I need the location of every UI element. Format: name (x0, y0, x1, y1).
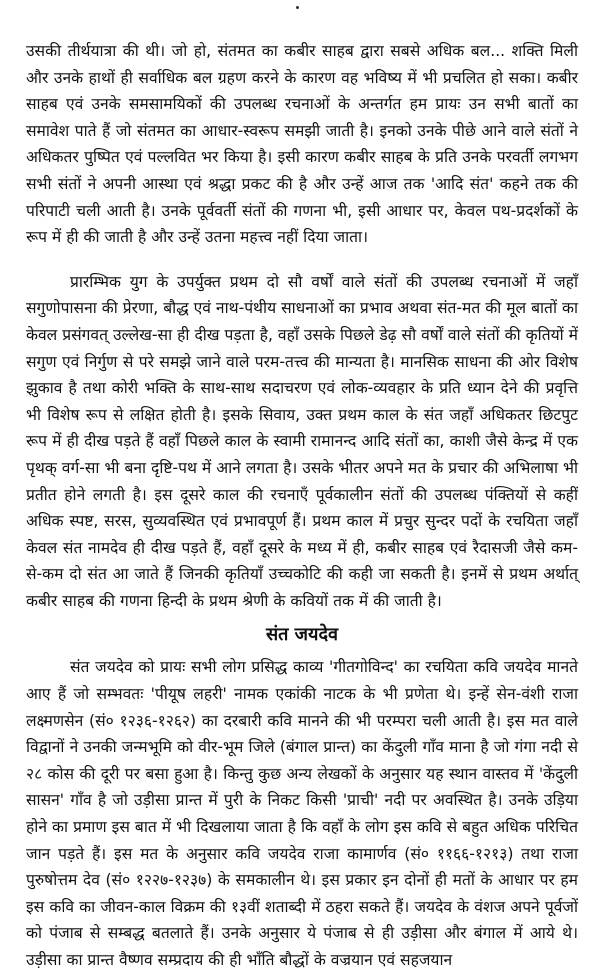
document-page (26, 0, 578, 974)
paragraph-2: प्रारम्भिक युग के उपर्युक्त प्रथम दो सौ वर्षों वाले संतों की उपलब्ध रचनाओं में जहाँ सगुणोपासना की प्रेरणा, बौद्ध एवं नाथ-पंथीय साधनाओं का प्रभाव अथवा संत-मत की मूल बातों का केवल प्रसंगवत् उल्लेख-सा ही दीख पड़ता है, वहाँ उसके पिछले डेढ़ सौ वर्षों वाले संतों की कृतियों में सगुण एवं निर्गुण से परे समझे जाने वाले परम-तत्त्व की मान्यता है। मानसिक साधना की ओर विशेष झुकाव है तथा कोरी भक्ति के साथ-साथ सदाचरण एवं लोक-व्यवहार के प्रति ध्यान देने की प्रवृत्ति भी विशेष रूप से लक्षित होती है। इसके सिवाय, उक्त प्रथम काल के संत जहाँ अधिकतर छिटपुट रूप में ही दीख पड़ते हैं वहाँ पिछले काल के स्वामी रामानन्द आदि संतों का, काशी जैसे केन्द्र में एक पृथक् वर्ग-सा भी बना दृष्टि-पथ में आने लगता है। उसके भीतर अपने मत के प्रचार की अभिलाषा भी प्रतीत होने लगती है। इस दूसरे काल की रचनाएँ पूर्वकालीन संतों की उपलब्ध पंक्तियों से कहीं अधिक स्पष्ट, सरस, सुव्यवस्थित एवं प्रभावपूर्ण हैं। प्रथम काल में प्रचुर सुन्दर पदों के रचयिता जहाँ केवल संत नामदेव ही दीख पड़ते हैं, वहाँ दूसरे के मध्य में ही, कबीर साहब एवं रैदासजी जैसे कम-से-कम दो संत आ जाते हैं जिनकी कृतियाँ उच्चकोटि की कही जा सकती है। इनमें से प्रथम अर्थात् कबीर साहब की गणना हिन्दी के प्रथम श्रेणी के कवियों तक में की जाती है। (26, 272, 578, 610)
paragraph-1: उसकी तीर्थयात्रा की थी। जो हो, संतमत का कबीर साहब द्वारा सबसे अधिक बल... शक्ति मिली और उनके हाथों ही सर्वाधिक बल ग्रहण करने के कारण वह भविष्य में भी प्रचलित हो सका। कबीर साहब एवं उनके समसामयिकों की उपलब्ध रचनाओं के अन्तर्गत हम प्रायः उन सभी बातों का समावेश पाते हैं जो संतमत का आधार-स्वरूप समझी जाती है। इनको उनके पीछे आने वाले संतों ने अधिकतर पुष्पित एवं पल्लवित भर किया है। इसी कारण कबीर साहब के प्रति उनके परवर्ती लगभग सभी संतों ने अपनी आस्था एवं श्रद्धा प्रकट की है और उन्हें आज तक 'आदि संत' कहने तक की परिपाटी चली आती है। उनके पूर्ववर्ती संतों की गणना भी, इसी आधार पर, केवल पथ-प्रदर्शकों के रूप में ही की जाती है और उन्हें उतना महत्त्व नहीं दिया जाता। (26, 42, 578, 247)
section-paragraph: संत जयदेव को प्रायः सभी लोग प्रसिद्ध काव्य 'गीतगोविन्द' का रचयिता कवि जयदेव मानते आए हैं जो सम्भवतः 'पीयूष लहरी' नामक एकांकी नाटक के भी प्रणेता थे। इन्हें सेन-वंशी राजा लक्ष्मणसेन (सं० १२३६-१२६२) का दरबारी कवि मानने की भी परम्परा चली आती है। इस मत वाले विद्वानों ने उनकी जन्मभूमि को वीर-भूम जिले (बंगाल प्रान्त) का केंदुली गाँव माना है जो गंगा नदी से २८ कोस की दूरी पर बसा हुआ है। किन्तु कुछ अन्य लेखकों के अनुसार यह स्थान वास्तव में 'केंदुली सासन' गाँव है जो उड़ीसा प्रान्त में पुरी के निकट किसी 'प्राची' नदी पर अवस्थित है। उनके उड़िया होने का प्रमाण इस बात में भी दिखलाया जाता है कि वहाँ के लोग इस कवि से बहुत अधिक परिचित जान पड़ते हैं। इस मत के अनुसार कवि जयदेव राजा कामार्णव (सं० ११६६-१२१३) तथा राजा पुरुषोत्तम देव (सं० १२२७-१२३७) के समकालीन थे। इस प्रकार इन दोनों ही मतों के आधार पर हम इस कवि का जीवन-काल विक्रम की १३वीं शताब्दी में ठहरा सकते हैं। जयदेव के वंशज अपने पूर्वजों को पंजाब से सम्बद्ध बतलाते हैं। उनके अनुसार ये पंजाब से ही उड़ीसा और बंगाल में आये थे। उड़ीसा का प्रान्त वैष्णव सम्प्रदाय की ही भाँति बौद्धों के वज्रयान एवं सहजयान (26, 658, 578, 969)
section-heading: संत जयदेव (265, 624, 339, 646)
